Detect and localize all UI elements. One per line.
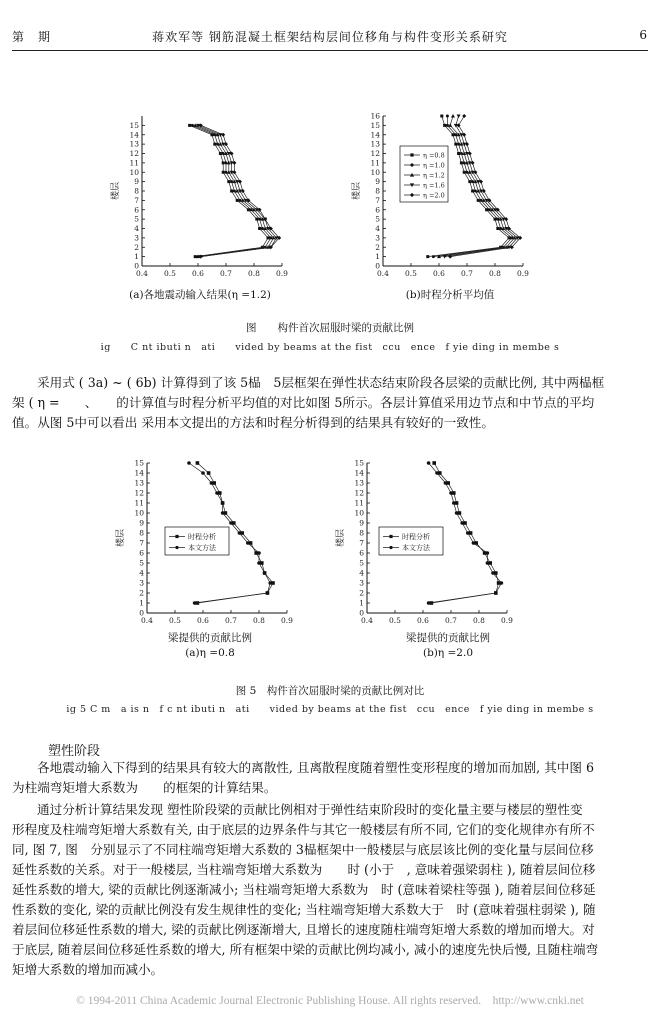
y-tick-label: 1 — [375, 252, 380, 262]
data-point — [222, 152, 225, 155]
y-tick-label: 15 — [129, 120, 139, 130]
y-tick-label: 0 — [139, 608, 144, 618]
paragraph-3 — [12, 800, 632, 980]
data-point — [268, 581, 272, 585]
x-tick-label: 0.6 — [197, 616, 209, 625]
figure4-panel-b — [345, 108, 535, 278]
x-tick-label: 0.4 — [136, 269, 148, 278]
running-header — [12, 28, 648, 48]
text-line: 延性系数的关系。对于一般楼层, 当柱端弯矩增大系数为 时 (小于 , 意味着强梁弱柱 ), 随着层间位移 — [12, 862, 596, 877]
data-point — [496, 218, 499, 221]
data-point — [227, 180, 230, 183]
data-point — [496, 227, 499, 230]
y-tick-label: 10 — [129, 167, 139, 177]
data-point — [269, 236, 272, 239]
data-point — [219, 152, 222, 155]
data-point — [500, 581, 504, 585]
data-point — [188, 124, 191, 127]
series-line — [439, 116, 515, 257]
text-line: 同, 图 7, 图 分别显示了不同柱端弯矩增大系数的 3榀框架中一般楼层与底层该比例的变化量与层间位移 — [12, 842, 594, 857]
y-tick-label: 3 — [359, 578, 364, 588]
data-point — [236, 199, 239, 202]
paragraph-1 — [12, 373, 632, 433]
x-tick-label: 0.6 — [417, 616, 429, 625]
legend-label: 本文方法 — [188, 544, 216, 552]
y-tick-label: 4 — [359, 568, 364, 578]
y-tick-label: 8 — [134, 186, 139, 196]
x-tick-label: 0.8 — [248, 269, 260, 278]
legend-marker — [175, 546, 178, 549]
figure5-panel-a-caption: (a)η =0.8 — [185, 647, 235, 659]
y-axis-label: 楼层 — [336, 528, 346, 548]
y-tick-label: 8 — [139, 528, 144, 538]
legend-marker — [389, 546, 392, 549]
x-tick-label: 0.5 — [389, 616, 401, 625]
page-number: 6 — [639, 28, 648, 42]
x-tick-label: 0.5 — [405, 269, 417, 278]
legend-marker — [410, 153, 413, 156]
data-point — [216, 143, 219, 146]
data-point — [444, 481, 448, 485]
data-point — [457, 143, 460, 146]
data-point — [225, 161, 228, 164]
data-point — [261, 227, 264, 230]
data-point — [210, 481, 214, 485]
data-point — [443, 124, 446, 127]
y-tick-label: 13 — [134, 478, 144, 488]
legend-label: η =1.2 — [423, 171, 445, 180]
y-tick-label: 4 — [134, 224, 139, 233]
y-axis-label: 楼层 — [111, 181, 121, 201]
data-point — [466, 531, 470, 535]
data-point — [238, 531, 242, 535]
copyright-footer: © 1994-2011 China Academic Journal Electronic Publishing House. All rights reserved. http://www.cnki.net — [76, 995, 584, 1007]
data-point — [193, 601, 197, 605]
legend-label: η =2.0 — [423, 191, 445, 200]
data-point — [239, 199, 242, 202]
data-point — [427, 461, 431, 465]
data-point — [494, 591, 498, 595]
figure4-panel-a-caption: (a)各地震动输入结果(η =1.2) — [129, 289, 271, 301]
text-line: 延性系数的增大, 梁的贡献比例逐渐减小; 当柱端弯矩增大系数为 时 (意味着梁柱等强 ), 随着层间位移延 — [12, 882, 596, 897]
x-tick-label: 0.8 — [253, 616, 265, 625]
y-tick-label: 7 — [134, 195, 139, 205]
data-point — [266, 591, 270, 595]
y-tick-label: 1 — [359, 598, 364, 608]
y-axis-label: 楼层 — [352, 181, 362, 201]
x-tick-label: 0.9 — [281, 616, 293, 625]
data-point — [480, 199, 483, 202]
data-point — [246, 541, 250, 545]
y-axis-label: 楼层 — [116, 528, 126, 548]
text-line: 通过分析计算结果发现 塑性阶段梁的贡献比例相对于弹性结束阶段时的变化量主要与楼层的塑性变 — [37, 802, 583, 817]
legend-label: 本文方法 — [402, 544, 430, 552]
data-point — [221, 511, 225, 515]
y-tick-label: 1 — [139, 598, 144, 608]
x-tick-label: 0.6 — [433, 269, 445, 278]
series-line — [450, 116, 520, 257]
legend-label: 时程分析 — [188, 533, 216, 541]
data-point — [471, 180, 474, 183]
x-tick-label: 0.8 — [489, 269, 501, 278]
x-tick-label: 0.8 — [473, 616, 485, 625]
data-point — [426, 255, 429, 258]
text-line: 值。从图 5中可以看出 采用本文提出的方法和时程分析得到的结果具有较好的一致性。 — [12, 415, 494, 430]
y-tick-label: 11 — [370, 158, 380, 168]
data-point — [486, 551, 490, 555]
data-point — [432, 461, 436, 465]
data-point — [432, 255, 435, 258]
y-tick-label: 2 — [375, 242, 380, 252]
legend-label: η =0.8 — [423, 151, 445, 160]
y-tick-label: 12 — [354, 488, 364, 498]
section-heading: 塑性阶段 — [48, 744, 101, 759]
paragraph-2 — [12, 758, 632, 798]
y-tick-label: 15 — [370, 120, 380, 130]
x-tick-label: 0.7 — [445, 616, 457, 625]
data-point — [486, 561, 490, 565]
x-tick-label: 0.4 — [141, 616, 153, 625]
y-tick-label: 6 — [359, 548, 364, 558]
y-tick-label: 14 — [134, 468, 144, 478]
data-point — [196, 461, 200, 465]
data-point — [460, 521, 464, 525]
data-point — [255, 218, 258, 221]
y-tick-label: 14 — [370, 130, 380, 140]
y-tick-label: 9 — [359, 518, 364, 528]
figure5-panel-a-xlabel: 梁提供的贡献比例 — [168, 632, 252, 644]
data-point — [194, 255, 197, 258]
data-point — [233, 190, 236, 193]
data-point — [449, 491, 453, 495]
data-point — [257, 561, 261, 565]
data-point — [230, 180, 233, 183]
data-point — [460, 152, 463, 155]
x-tick-label: 0.7 — [220, 269, 232, 278]
data-point — [267, 236, 270, 239]
y-tick-label: 10 — [354, 508, 364, 518]
legend-label: η =1.6 — [423, 181, 445, 190]
y-tick-label: 10 — [370, 167, 380, 177]
y-tick-label: 8 — [359, 528, 364, 538]
data-point — [454, 133, 457, 136]
issue-label: 第 期 — [12, 30, 52, 44]
data-point — [187, 461, 191, 465]
data-point — [452, 501, 456, 505]
data-point — [191, 124, 194, 127]
y-tick-label: 9 — [134, 177, 139, 187]
data-point — [457, 152, 460, 155]
y-tick-label: 6 — [375, 205, 380, 215]
x-tick-label: 0.9 — [276, 269, 288, 278]
figure4-panel-a — [100, 108, 290, 278]
y-tick-label: 3 — [375, 233, 380, 243]
data-point — [477, 199, 480, 202]
data-point — [471, 190, 474, 193]
header-rule — [12, 50, 648, 51]
data-point — [258, 227, 261, 230]
text-line: 架 ( η = 、 的计算值与时程分析平均值的对比如图 5所示。各层计算值采用边节点和中节点的平均 — [12, 395, 595, 410]
y-tick-label: 0 — [134, 261, 139, 271]
x-tick-label: 0.9 — [517, 269, 529, 278]
text-line: 于底层, 随着层间位移延性系数的增大, 所有框架中梁的贡献比例均减小, 减小的速度先快后慢, 且随柱端弯 — [12, 942, 599, 957]
legend-label: 时程分析 — [402, 533, 430, 541]
x-tick-label: 0.7 — [461, 269, 473, 278]
data-point — [221, 501, 225, 505]
y-tick-label: 15 — [134, 458, 144, 468]
text-line: 采用式 ( 3a) ~ ( 6b) 计算得到了该 5榀 5层框架在弹性状态结束阶段各层梁的贡献比例, 其中两榀框 — [37, 375, 605, 390]
data-point — [201, 471, 205, 475]
x-tick-label: 0.6 — [192, 269, 204, 278]
y-tick-label: 5 — [375, 214, 380, 224]
data-point — [230, 190, 233, 193]
figure4-caption: 图 构件首次屈服时梁的贡献比例 — [246, 322, 414, 334]
y-tick-label: 3 — [134, 233, 139, 243]
x-tick-label: 0.9 — [501, 616, 513, 625]
data-point — [225, 171, 228, 174]
data-point — [446, 115, 449, 118]
y-tick-label: 0 — [359, 608, 364, 618]
x-tick-label: 0.4 — [377, 269, 389, 278]
data-point — [472, 541, 476, 545]
y-tick-label: 11 — [134, 498, 144, 508]
data-point — [454, 143, 457, 146]
y-tick-label: 9 — [375, 177, 380, 187]
y-tick-label: 4 — [375, 224, 380, 233]
y-tick-label: 12 — [129, 149, 139, 158]
y-tick-label: 5 — [134, 214, 139, 224]
y-tick-label: 9 — [139, 518, 144, 528]
text-line: 着层间位移延性系数的增大, 梁的贡献比例逐渐增大, 且增长的速度随柱端弯矩增大系数的增加而增大。对 — [12, 922, 595, 937]
y-tick-label: 13 — [129, 139, 139, 149]
y-tick-label: 4 — [139, 568, 144, 578]
y-tick-label: 7 — [139, 538, 144, 548]
y-tick-label: 3 — [139, 578, 144, 588]
figure5-panel-b — [335, 455, 525, 640]
data-point — [452, 133, 455, 136]
data-point — [213, 143, 216, 146]
running-title: 蒋欢军等 钢筋混凝土框架结构层间位移角与构件变形关系研究 — [152, 30, 508, 44]
x-tick-label: 0.5 — [169, 616, 181, 625]
legend-marker — [410, 163, 413, 166]
x-tick-label: 0.5 — [164, 269, 176, 278]
y-tick-label: 12 — [370, 149, 380, 158]
data-point — [455, 511, 459, 515]
y-tick-label: 6 — [134, 205, 139, 215]
figure5-panel-b-xlabel: 梁提供的贡献比例 — [406, 632, 490, 644]
data-point — [460, 161, 463, 164]
y-tick-label: 7 — [359, 538, 364, 548]
data-point — [463, 171, 466, 174]
data-point — [468, 180, 471, 183]
y-tick-label: 11 — [129, 158, 139, 168]
data-point — [474, 190, 477, 193]
y-tick-label: 8 — [375, 186, 380, 196]
figure4-caption-en: ig C nt ibuti n ati vided by beams at the fist ccu ence f yie ding in membe s — [100, 342, 560, 353]
data-point — [207, 471, 211, 475]
legend-marker — [389, 535, 392, 538]
text-line: 性系数的变化, 梁的贡献比例没有发生规律性的变化; 当柱端弯矩增大系数大于 时 (意味着强柱弱梁 ), 随 — [12, 902, 596, 917]
data-point — [466, 171, 469, 174]
data-point — [229, 521, 233, 525]
y-tick-label: 0 — [375, 261, 380, 271]
data-point — [443, 255, 447, 259]
data-point — [488, 208, 491, 211]
y-tick-label: 2 — [134, 242, 139, 252]
y-tick-label: 2 — [139, 588, 144, 598]
legend-marker — [175, 535, 178, 538]
figure5-caption: 图 5 构件首次屈服时梁的贡献比例对比 — [235, 685, 425, 697]
figure5-caption-en: ig 5 C m a is n f c nt ibuti n ati vided by beams at the fist ccu ence f yie ding in membe s — [66, 704, 594, 715]
y-tick-label: 14 — [129, 130, 139, 140]
y-tick-label: 6 — [139, 548, 144, 558]
y-tick-label: 12 — [134, 488, 144, 498]
y-tick-label: 1 — [134, 252, 139, 262]
data-point — [463, 161, 466, 164]
y-tick-label: 10 — [134, 508, 144, 518]
figure5-panel-a — [115, 455, 305, 640]
figure5-panel-b-caption: (b)η =2.0 — [422, 647, 474, 659]
text-line: 矩增大系数的增加而减小。 — [12, 962, 164, 977]
data-point — [446, 124, 449, 127]
text-line: 为柱端弯矩增大系数为 的框架的计算结果。 — [12, 780, 277, 795]
data-point — [257, 551, 261, 555]
data-point — [222, 171, 225, 174]
data-point — [427, 601, 431, 605]
x-tick-label: 0.7 — [225, 616, 237, 625]
data-point — [440, 115, 443, 118]
text-line: 各地震动输入下得到的结果具有较大的离散性, 且离散程度随着塑性变形程度的增加而加剧, 其中图 6 — [37, 760, 594, 775]
x-tick-label: 0.4 — [361, 616, 373, 625]
data-point — [457, 115, 461, 119]
y-tick-label: 5 — [139, 558, 144, 568]
y-tick-label: 14 — [354, 468, 364, 478]
data-point — [263, 571, 267, 575]
data-point — [435, 471, 439, 475]
y-tick-label: 5 — [359, 558, 364, 568]
figure4-panel-b-caption: (b)时程分析平均值 — [405, 289, 495, 301]
data-point — [222, 161, 225, 164]
data-point — [258, 218, 261, 221]
y-tick-label: 16 — [370, 111, 380, 121]
y-tick-label: 11 — [354, 498, 364, 508]
data-point — [491, 571, 495, 575]
data-point — [494, 218, 497, 221]
y-tick-label: 13 — [354, 478, 364, 488]
series-line — [190, 125, 268, 256]
legend-label: η =1.0 — [423, 161, 445, 170]
data-point — [451, 114, 455, 118]
data-point — [499, 227, 502, 230]
data-point — [485, 208, 488, 211]
y-tick-label: 7 — [375, 195, 380, 205]
y-tick-label: 15 — [354, 458, 364, 468]
y-tick-label: 2 — [359, 588, 364, 598]
data-point — [462, 114, 466, 118]
text-line: 形程度及柱端弯矩增大系数有关, 由于底层的边界条件与其它一般楼层有所不同, 它们的变化规律亦有所不 — [12, 822, 595, 837]
y-tick-label: 13 — [370, 139, 380, 149]
data-point — [215, 491, 219, 495]
